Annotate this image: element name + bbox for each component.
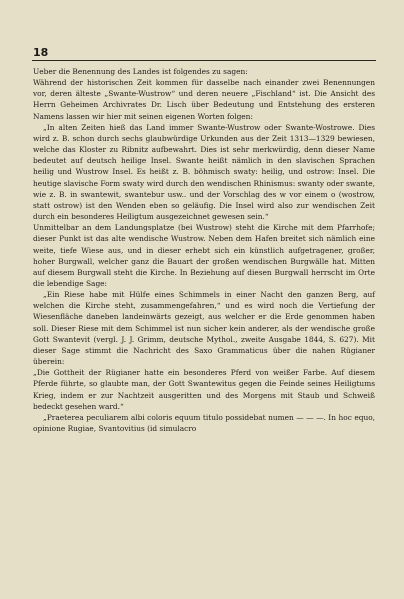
paragraph-saxo-latin: „Praeterea peculiarem albi coloris equum titulo possidebat numen — — —. In hoc equo, opinione Rugiae, Svantovitius (id simulacro [33, 412, 375, 433]
paragraph-intro: Ueber die Benennung des Landes ist folgendes zu sagen: [33, 67, 248, 76]
paragraph-giant-legend: „Ein Riese habe mit Hülfe eines Schimmels in einer Nacht den ganzen Berg, auf welchen die Kirche steht, zusammengefahren,“ und es wird noch die Vertiefung der Wiesenfläche daneben landeinwärts gezeigt, aus welcher er die Erde genommen haben soll. Dieser Riese mit dem Schimmel ist nun sicher kein anderer, als der wendische große Gott Swantevit (vergl. J. J. Grimm, deutsche Mythol., zweite Ausgabe 1844, S. 627). Mit dieser Sage stimmt die Nachricht des Saxo Grammaticus über die nahen Rügianer überein: [33, 290, 375, 367]
page-body [33, 66, 375, 434]
paragraph-burgwall: Unmittelbar an dem Landungsplatze (bei Wustrow) steht die Kirche mit dem Pfarrhofe; dieser Punkt ist das alte wendische Wustrow. Neben dem Hafen breitet sich nämlich eine weite, tiefe Wiese aus, und in dieser erhebt sich ein künstlich aufgetragener, großer, hoher Burgwall, welcher ganz die Bauart der großen wendischen Burgwälle hat. Mitten auf diesem Burgwall steht die Kirche. In Beziehung auf diesen Burgwall herrscht im Orte die lebendige Sage: [33, 223, 375, 288]
paragraph-lisch-quote: „In alten Zeiten hieß das Land immer Swante-Wustrow oder Swante-Wostrowe. Dies wird z. B. schon durch sechs glaubwürdige Urkunden aus der Zeit 1313—1329 bewiesen, welche das Kloster zu Ribnitz aufbewahrt. Dies ist sehr merkwürdig, denn dieser Name bedeutet auf deutsch heilige Insel. Swante heißt nämlich in den slavischen Sprachen heilig und Wustrow Insel. Es heißt z. B. böhmisch swaty: heilig, und ostrow: Insel. Die heutige slavische Form swaty wird durch den wendischen Rhinismus: swanty oder swante, wie z. B. in swantewit, swantebur usw.. und der Vorschlag des w vor einem o (wostrow, statt ostrow) ist den Wenden eben so geläufig. Die Insel wird also zur wendischen Zeit durch ein besonderes Heiligtum ausgezeichnet gewesen sein.“ [33, 122, 375, 222]
header-rule [32, 60, 376, 61]
page-number: 18 [33, 46, 49, 59]
paragraph-naming: Während der historischen Zeit kommen für dasselbe nach einander zwei Benennungen vor, deren älteste „Swante-Wustrow“ und deren neuere „Fischland“ ist. Die Ansicht des Herrn Geheimen Archivrates Dr. Lisch über Bedeutung und Entstehung des ersteren Namens lassen wir hier mit seinen eigenen Worten folgen: [33, 78, 375, 121]
paragraph-saxo-german: „Die Gottheit der Rügianer hatte ein besonderes Pferd von weißer Farbe. Auf diesem Pferde führte, so glaubte man, der Gott Swantewitus gegen die Feinde seines Heiligtums Krieg, indem er zur Nachtzeit ausgeritten und des Morgens mit Staub und Schweiß bedeckt gesehen ward.“ [33, 368, 375, 411]
